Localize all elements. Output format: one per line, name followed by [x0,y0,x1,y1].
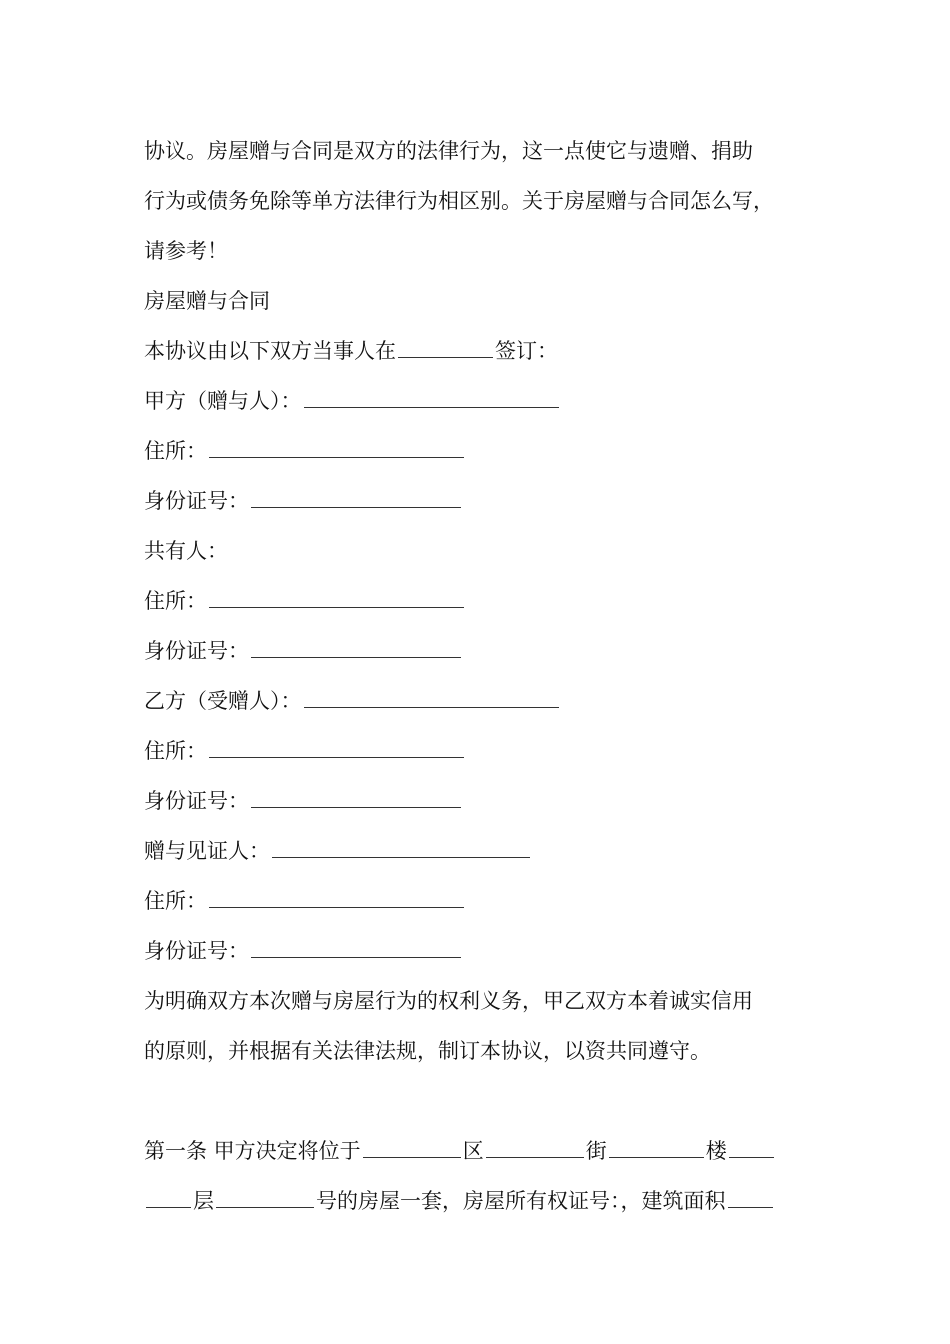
co-owner-address-blank[interactable] [209,591,464,608]
street-blank[interactable] [486,1141,584,1158]
intro-line-2: 行为或债务免除等单方法律行为相区别。关于房屋赠与合同怎么写， [144,189,774,213]
party-a-line [144,376,824,426]
article1-text-1: 第一条 甲方决定将位于 [144,1139,361,1163]
signing-line [144,326,824,376]
signing-place-blank[interactable] [398,341,493,358]
party-b-blank[interactable] [304,691,559,708]
floor-blank-b[interactable] [146,1191,191,1208]
party-a-id-blank[interactable] [251,491,461,508]
signing-prefix: 本协议由以下双方当事人在 [144,339,396,363]
party-b-address-label: 住所： [144,739,207,763]
witness-blank[interactable] [272,841,530,858]
party-b-address-line [144,726,824,776]
co-owner-line [144,526,824,576]
intro-line-1: 协议。房屋赠与合同是双方的法律行为，这一点使它与遗赠、捐助 [144,139,753,163]
party-b-address-blank[interactable] [209,741,464,758]
co-owner-label: 共有人： [144,539,228,563]
contract-title: 房屋赠与合同 [144,289,270,313]
co-owner-id-label: 身份证号： [144,639,249,663]
witness-id-blank[interactable] [251,941,461,958]
article1-floor: 层 [193,1189,214,1213]
district-blank[interactable] [363,1141,461,1158]
party-a-label: 甲方（赠与人）： [144,389,302,413]
co-owner-address-line [144,576,824,626]
party-a-address-blank[interactable] [209,441,464,458]
article1-building: 楼 [705,1139,727,1163]
party-b-label: 乙方（受赠人）： [144,689,302,713]
party-b-line [144,676,824,726]
signing-suffix: 签订： [495,339,558,363]
article1-line-2 [144,1176,824,1226]
number-blank[interactable] [216,1191,314,1208]
co-owner-id-blank[interactable] [251,641,461,658]
witness-address-label: 住所： [144,889,207,913]
intro-line-3: 请参考！ [144,239,228,263]
party-a-id-label: 身份证号： [144,489,249,513]
witness-id-line [144,926,824,976]
document-body [144,126,824,1226]
party-a-id-line [144,476,824,526]
witness-address-blank[interactable] [209,891,464,908]
article1-street: 街 [585,1139,607,1163]
party-b-id-blank[interactable] [251,791,461,808]
floor-blank-a[interactable] [729,1141,774,1158]
article1-text-2: 号的房屋一套，房屋所有权证号：，建筑面积 [316,1189,726,1213]
party-a-address-label: 住所： [144,439,207,463]
article1-district: 区 [462,1139,484,1163]
party-b-id-line [144,776,824,826]
witness-line [144,826,824,876]
purpose-line-1: 为明确双方本次赠与房屋行为的权利义务，甲乙双方本着诚实信用 [144,989,753,1013]
witness-address-line [144,876,824,926]
area-blank[interactable] [728,1191,773,1208]
co-owner-id-line [144,626,824,676]
building-blank[interactable] [609,1141,704,1158]
article1-line-1 [144,1126,824,1176]
party-a-address-line [144,426,824,476]
party-a-blank[interactable] [304,391,559,408]
party-b-id-label: 身份证号： [144,789,249,813]
witness-id-label: 身份证号： [144,939,249,963]
witness-label: 赠与见证人： [144,839,270,863]
co-owner-address-label: 住所： [144,589,207,613]
purpose-line-2: 的原则，并根据有关法律法规，制订本协议，以资共同遵守。 [144,1039,711,1063]
paragraph-spacer [144,1076,824,1126]
